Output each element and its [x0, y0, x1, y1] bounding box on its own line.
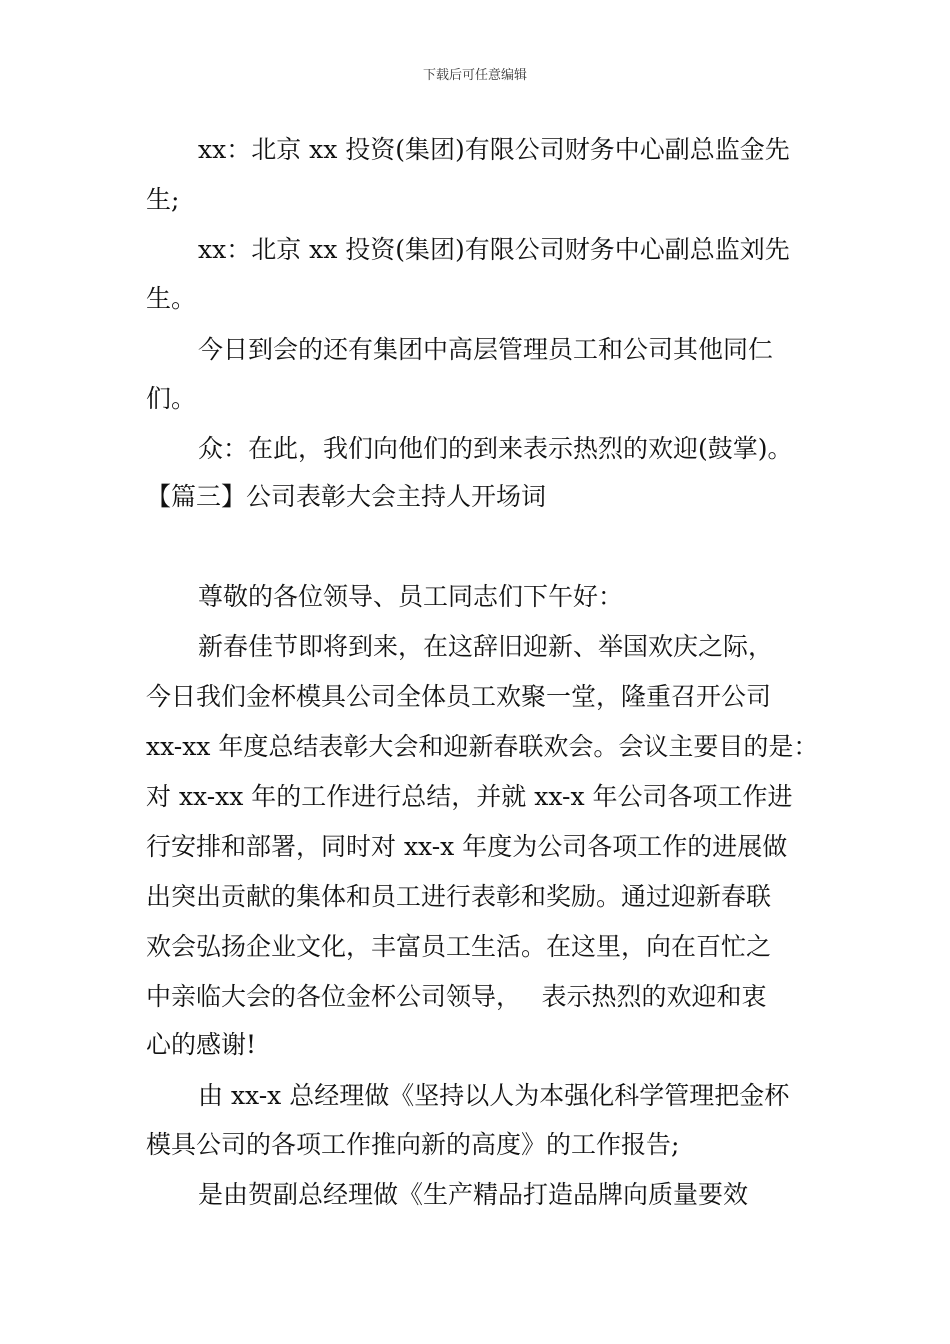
text-line: xx-xx 年度总结表彰大会和迎新春联欢会。会议主要目的是：	[146, 732, 819, 761]
text-line: 生。	[146, 284, 197, 313]
text-line: 心的感谢!	[146, 1030, 257, 1059]
text-line: 新春佳节即将到来，在这辞旧迎新、举国欢庆之际，	[198, 632, 774, 661]
text-line: 行安排和部署，同时对 xx-x 年度为公司各项工作的进展做	[146, 832, 788, 861]
page-header: 下载后可任意编辑	[422, 68, 527, 83]
text-line: 尊敬的各位领导、员工同志们下午好：	[198, 582, 624, 611]
section-heading: 【篇三】公司表彰大会主持人开场词	[146, 482, 547, 511]
text-line: 是由贺副总经理做《生产精品打造品牌向质量要效	[198, 1180, 749, 1209]
text-line: 对 xx-xx 年的工作进行总结，并就 xx-x 年公司各项工作进	[146, 782, 793, 811]
text-line: xx：北京 xx 投资(集团)有限公司财务中心副总监金先	[198, 135, 790, 164]
text-line: 们。	[146, 384, 197, 413]
text-line: 今日到会的还有集团中高层管理员工和公司其他同仁	[198, 335, 774, 364]
text-line: 出突出贡献的集体和员工进行表彰和奖励。通过迎新春联	[146, 882, 772, 911]
text-line: 中亲临大会的各位金杯公司领导， 表示热烈的欢迎和衷	[146, 982, 767, 1011]
text-line: 由 xx-x 总经理做《坚持以人为本强化科学管理把金杯	[198, 1081, 790, 1110]
text-line: 生;	[146, 185, 180, 214]
text-line: xx：北京 xx 投资(集团)有限公司财务中心副总监刘先	[198, 235, 790, 264]
text-line: 众：在此，我们向他们的到来表示热烈的欢迎(鼓掌)。	[198, 434, 793, 463]
text-line: 欢会弘扬企业文化，丰富员工生活。在这里，向在百忙之	[146, 932, 772, 961]
text-line: 模具公司的各项工作推向新的高度》的工作报告;	[146, 1130, 680, 1159]
text-line: 今日我们金杯模具公司全体员工欢聚一堂，隆重召开公司	[146, 682, 772, 711]
